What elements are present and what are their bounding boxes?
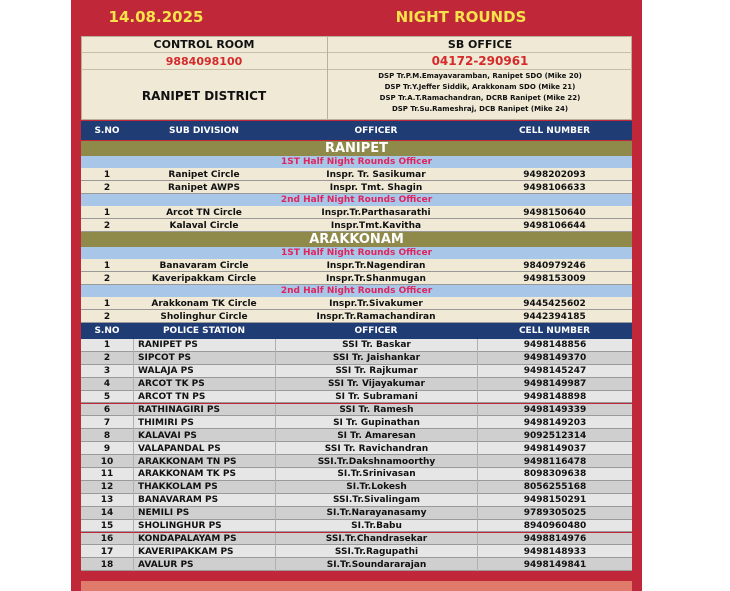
station-row (81, 455, 632, 468)
station-cell: ARCOT TK PS (133, 378, 275, 391)
station-row (81, 429, 632, 442)
officer-cell: Inspr. Tmt. Shagin (329, 182, 423, 193)
station-cell: ARCOT TN PS (133, 391, 275, 404)
cell-number[interactable]: 9498148933 (477, 545, 632, 558)
sno-cell: 2 (103, 311, 111, 322)
sno-cell: 2 (103, 182, 111, 193)
district-name: RANIPET DISTRICT (141, 89, 267, 103)
sno-cell: 1 (103, 298, 111, 309)
station-cell: NEMILI PS (133, 507, 275, 520)
station-row (81, 416, 632, 429)
sb-office-number[interactable]: 04172-290961 (328, 53, 632, 70)
section-ranipet: RANIPET (81, 141, 632, 156)
station-cell: SHOLINGHUR PS (133, 520, 275, 533)
station-row (81, 545, 632, 558)
circle-cell: Arcot TN Circle (166, 207, 242, 218)
officer-cell: SSI.Tr.Dakshnamoorthy (275, 455, 477, 468)
sno-cell: 2 (103, 220, 111, 231)
officer-cell: SI Tr. Subramani (275, 391, 477, 404)
officer-cell: SI Tr. Gupinathan (275, 416, 477, 429)
cell-number[interactable]: 9498145247 (477, 365, 632, 378)
sno-cell: 2 (103, 273, 111, 284)
col-sno-header: S.NO (81, 323, 133, 339)
sb-office-label: SB OFFICE (328, 36, 632, 53)
second-half-label: 2nd Half Night Rounds Officer (81, 285, 632, 297)
station-cell: THAKKOLAM PS (133, 481, 275, 494)
sno-cell: 2 (103, 353, 111, 364)
col-sno-header: S.NO (81, 121, 133, 140)
cell-number[interactable]: 9445425602 (523, 298, 586, 309)
cell-number[interactable]: 9498814976 (477, 533, 632, 546)
dsp-line: DSP Tr.A.T.Ramachandran, DCRB Ranipet (Mike 22) (379, 93, 581, 102)
station-cell: THIMIRI PS (133, 416, 275, 429)
sno-cell: 1 (103, 207, 111, 218)
sno-cell: 8 (103, 430, 111, 441)
cell-number[interactable]: 9498149203 (477, 416, 632, 429)
station-cell: RANIPET PS (133, 339, 275, 352)
sno-cell: 1 (103, 260, 111, 271)
station-cell: BANAVARAM PS (133, 494, 275, 507)
station-cell: ARAKKONAM TN PS (133, 455, 275, 468)
officer-cell: SI.Tr.Lokesh (275, 481, 477, 494)
sno-cell: 10 (100, 456, 114, 467)
officer-cell: SSI.Tr.Ragupathi (275, 545, 477, 558)
circle-cell: Kalaval Circle (169, 220, 239, 231)
cell-number[interactable]: 9840979246 (523, 260, 586, 271)
station-cell: ARAKKONAM TK PS (133, 468, 275, 481)
cell-number[interactable]: 9498149841 (477, 558, 632, 571)
officer-cell: Inspr.Tr.Ramachandiran (316, 311, 436, 322)
cell-number[interactable]: 9498149987 (477, 378, 632, 391)
cell-number[interactable]: 9498106644 (523, 220, 586, 231)
station-row (81, 507, 632, 520)
dsp-line: DSP Tr.Su.Rameshraj, DCB Ranipet (Mike 24) (391, 104, 569, 113)
cell-number[interactable]: 9498202093 (523, 169, 586, 180)
circle-cell: Kaveripakkam Circle (151, 273, 257, 284)
control-room-number[interactable]: 9884098100 (81, 53, 327, 70)
col-officer-header: OFFICER (275, 323, 477, 339)
night-rounds-sheet (71, 0, 642, 591)
station-row (81, 352, 632, 365)
control-room-label: CONTROL ROOM (81, 36, 327, 53)
second-half-label: 2nd Half Night Rounds Officer (81, 194, 632, 206)
station-cell: KONDAPALAYAM PS (133, 533, 275, 546)
officer-cell: SSI Tr. Jaishankar (275, 352, 477, 365)
table-row (81, 206, 632, 219)
station-row (81, 481, 632, 494)
cell-number[interactable]: 8098309638 (477, 468, 632, 481)
station-row (81, 520, 632, 533)
cell-number[interactable]: 9498153009 (523, 273, 586, 284)
officer-cell: Inspr.Tr.Shanmugan (326, 273, 426, 284)
col-cell-header: CELL NUMBER (477, 121, 632, 140)
sno-cell: 13 (100, 495, 114, 506)
cell-number[interactable]: 9498148898 (477, 391, 632, 404)
station-cell: RATHINAGIRI PS (133, 404, 275, 417)
circle-cell: Banavaram Circle (159, 260, 249, 271)
officer-cell: Inspr.Tr.Parthasarathi (321, 207, 431, 218)
station-row (81, 404, 632, 417)
sno-cell: 9 (103, 443, 111, 454)
footer-strip (81, 581, 632, 591)
station-row (81, 378, 632, 391)
sno-cell: 5 (103, 392, 111, 403)
officer-cell: Inspr.Tr.Sivakumer (329, 298, 423, 309)
officer-cell: SSI.Tr.Chandrasekar (275, 533, 477, 546)
officer-cell: SI Tr. Amaresan (275, 429, 477, 442)
cell-number[interactable]: 9498149037 (477, 442, 632, 455)
cell-number[interactable]: 9498150291 (477, 494, 632, 507)
cell-number[interactable]: 9498148856 (477, 339, 632, 352)
sno-cell: 17 (100, 546, 114, 557)
cell-number[interactable]: 9442394185 (523, 311, 586, 322)
station-row (81, 391, 632, 404)
circle-cell: Ranipet AWPS (167, 182, 241, 193)
cell-number[interactable]: 9498150640 (523, 207, 586, 218)
first-half-label: 1ST Half Night Rounds Officer (81, 156, 632, 168)
sno-cell: 18 (100, 559, 114, 570)
col-subdivision-header: SUB DIVISION (133, 121, 275, 140)
station-cell: KALAVAI PS (133, 429, 275, 442)
sno-cell: 15 (100, 521, 114, 532)
table-row (81, 310, 632, 323)
officer-cell: SSI Tr. Ramesh (275, 404, 477, 417)
cell-number[interactable]: 9092512314 (477, 429, 632, 442)
station-row (81, 468, 632, 481)
table-row (81, 181, 632, 194)
sno-cell: 3 (103, 366, 111, 377)
cell-number[interactable]: 9498106633 (523, 182, 586, 193)
sno-cell: 16 (100, 533, 114, 544)
station-row (81, 365, 632, 378)
cell-number[interactable]: 9789305025 (477, 507, 632, 520)
officer-cell: SI.Tr.Babu (275, 520, 477, 533)
dsp-line: DSP Tr.Y.Jeffer Siddik, Arakkonam SDO (Mike 21) (384, 82, 576, 91)
table-row (81, 259, 632, 272)
station-row (81, 558, 632, 571)
cell-number[interactable]: 9498149339 (477, 404, 632, 417)
station-cell: WALAJA PS (133, 365, 275, 378)
station-cell: SIPCOT PS (133, 352, 275, 365)
sno-cell: 1 (103, 340, 111, 351)
officer-cell: Inspr.Tr.Nagendiran (326, 260, 426, 271)
circle-cell: Arakkonam TK Circle (151, 298, 257, 309)
station-row (81, 339, 632, 352)
officer-cell: SSI Tr. Baskar (275, 339, 477, 352)
table-row (81, 219, 632, 232)
officer-cell: SSI.Tr.Sivalingam (275, 494, 477, 507)
cell-number[interactable]: 8940960480 (477, 520, 632, 533)
table-row (81, 272, 632, 285)
sno-cell: 6 (103, 404, 111, 415)
officer-cell: SI.Tr.Srinivasan (275, 468, 477, 481)
col-officer-header: OFFICER (275, 121, 477, 140)
officer-cell: Inspr. Tr. Sasikumar (326, 169, 426, 180)
sno-cell: 14 (100, 508, 114, 519)
officer-cell: SSI Tr. Ravichandran (275, 442, 477, 455)
header-date: 14.08.2025 (108, 8, 204, 26)
section-arakkonam: ARAKKONAM (81, 232, 632, 247)
sno-cell: 7 (103, 417, 111, 428)
sno-cell: 11 (100, 469, 114, 480)
station-row (81, 533, 632, 546)
dsp-line: DSP Tr.P.M.Emayavaramban, Ranipet SDO (Mike 20) (378, 71, 582, 80)
table-row (81, 168, 632, 181)
first-half-label: 1ST Half Night Rounds Officer (81, 247, 632, 259)
station-row (81, 494, 632, 507)
station-cell: AVALUR PS (133, 558, 275, 571)
col-cell-header: CELL NUMBER (477, 323, 632, 339)
sno-cell: 1 (103, 169, 111, 180)
circle-cell: Ranipet Circle (168, 169, 240, 180)
circle-cell: Sholinghur Circle (160, 311, 248, 322)
officer-cell: SSI Tr. Vijayakumar (275, 378, 477, 391)
officer-cell: SSI Tr. Rajkumar (275, 365, 477, 378)
station-cell: VALAPANDAL PS (133, 442, 275, 455)
col-station-header: POLICE STATION (133, 323, 275, 339)
sno-cell: 4 (103, 379, 111, 390)
header-title: NIGHT ROUNDS (395, 8, 527, 26)
officer-cell: Inspr.Tmt.Kavitha (330, 220, 422, 231)
cell-number[interactable]: 9498116478 (477, 455, 632, 468)
station-cell: KAVERIPAKKAM PS (133, 545, 275, 558)
officer-cell: SI.Tr.Soundararajan (275, 558, 477, 571)
sno-cell: 12 (100, 482, 114, 493)
table-row (81, 297, 632, 310)
cell-number[interactable]: 8056255168 (477, 481, 632, 494)
cell-number[interactable]: 9498149370 (477, 352, 632, 365)
officer-cell: SI.Tr.Narayanasamy (275, 507, 477, 520)
station-row (81, 442, 632, 455)
